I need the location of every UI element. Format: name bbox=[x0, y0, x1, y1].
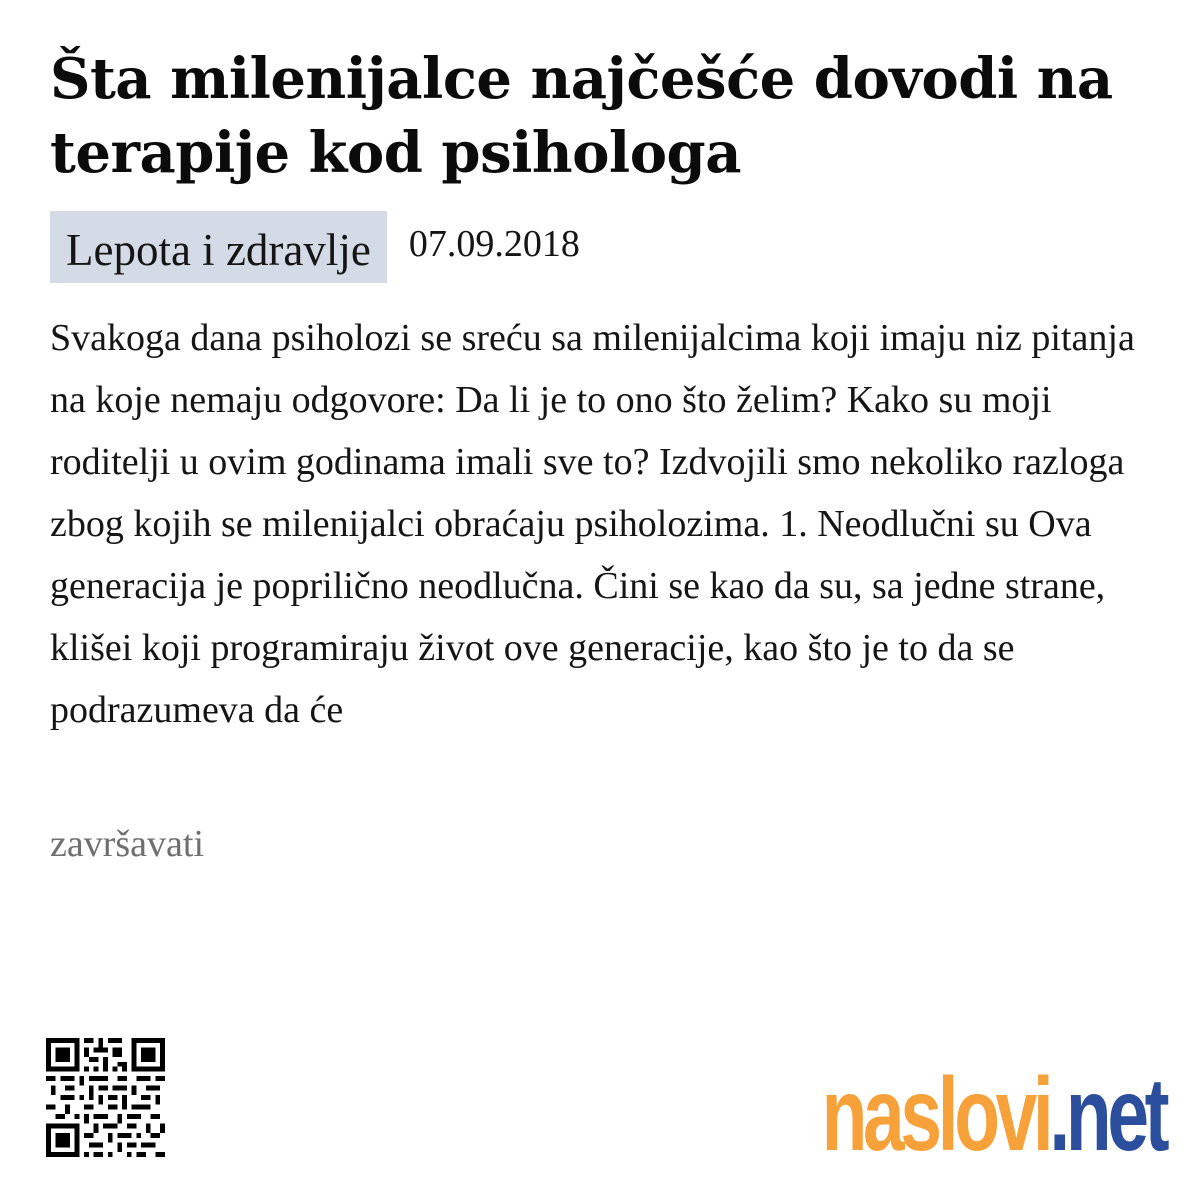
naslovi-logo[interactable] bbox=[821, 1057, 1165, 1173]
logo-text-naslovi: naslovi bbox=[821, 1057, 1050, 1173]
continuation-text: završavati bbox=[50, 823, 205, 865]
article-card bbox=[50, 0, 1160, 1200]
category-tag[interactable]: Lepota i zdravlje bbox=[50, 211, 387, 283]
article-meta bbox=[50, 211, 580, 283]
qr-code-icon[interactable] bbox=[46, 1038, 165, 1157]
publish-date: 07.09.2018 bbox=[408, 223, 580, 265]
article-excerpt: Svakoga dana psiholozi se sreću sa milenijalcima koji imaju niz pitanja na koje nemaju odgovore: Da li je to ono što želim? Kako su moji roditelji u ovim godinama imali sve to? Izdvojili smo nekoliko razloga zbog kojih se milenijalci obraćaju psiholozima. 1. Neodlučni su Ova generacija je poprilično neodlučna. Čini se kao da su, sa jedne strane, klišei koji programiraju život ove generacije, kao što je to da se podrazumeva da će bbox=[50, 317, 1135, 731]
logo-text-net: .net bbox=[1049, 1057, 1165, 1173]
article-title[interactable]: Šta milenijalce najčešće dovodi na terapije kod psihologa bbox=[50, 46, 1113, 186]
